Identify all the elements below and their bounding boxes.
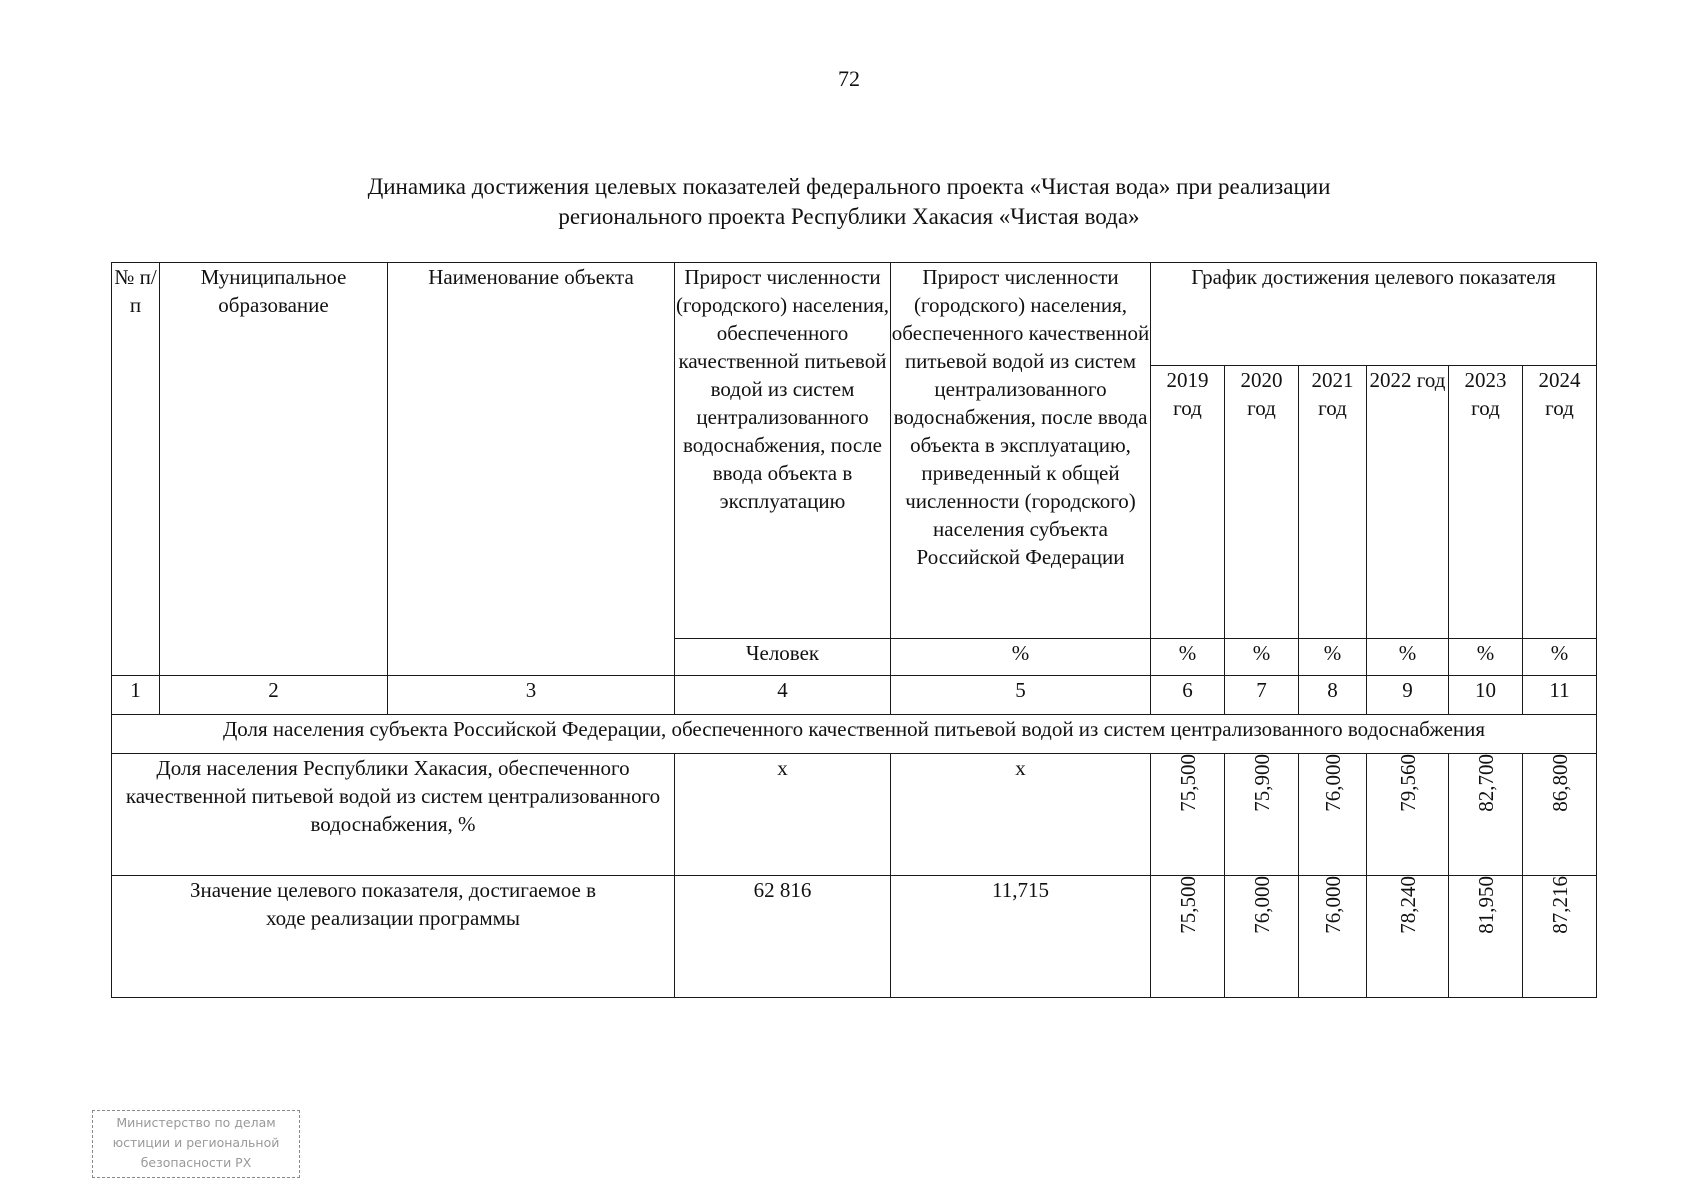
- value-text: 75,900: [1249, 754, 1274, 812]
- row-percent: х: [891, 754, 1151, 876]
- header-year-2020: 2020 год: [1225, 366, 1299, 639]
- title-line-1: Динамика достижения целевых показателей федерального проекта «Чистая вода» при реализации: [367, 174, 1331, 199]
- section-row: [112, 715, 1597, 754]
- row-value-2021: [1299, 876, 1367, 998]
- column-number: 6: [1151, 676, 1225, 715]
- column-number: 8: [1299, 676, 1367, 715]
- stamp-line: безопасности РХ: [140, 1155, 252, 1170]
- value-text: 81,950: [1473, 876, 1498, 934]
- value-text: 76,000: [1320, 754, 1345, 812]
- column-number: 1: [112, 676, 160, 715]
- unit-year: %: [1523, 639, 1597, 676]
- unit-people: Человек: [675, 639, 891, 676]
- header-growth-people: Прирост численности (городского) населения, обеспеченного качественной питьевой водой из систем централизованного водоснабжения, после ввода объекта в эксплуатацию: [675, 263, 891, 639]
- row-people: 62 816: [675, 876, 891, 998]
- header-row-1: [112, 263, 1597, 366]
- value-text: 76,000: [1249, 876, 1274, 934]
- row-value-2020: [1225, 876, 1299, 998]
- value-text: 75,500: [1175, 876, 1200, 934]
- unit-year: %: [1151, 639, 1225, 676]
- unit-percent: %: [891, 639, 1151, 676]
- row-value-2023: [1449, 876, 1523, 998]
- unit-year: %: [1225, 639, 1299, 676]
- page-number: 72: [838, 66, 860, 91]
- header-year-2022: 2022 год: [1367, 366, 1449, 639]
- value-text: 76,000: [1320, 876, 1345, 934]
- row-value-2021: [1299, 754, 1367, 876]
- table-row: [112, 876, 1597, 998]
- title-line-2: регионального проекта Республики Хакасия «Чистая вода»: [558, 204, 1140, 229]
- row-value-2019: [1151, 876, 1225, 998]
- header-object-name: Наименование объекта: [388, 263, 675, 676]
- row-percent: 11,715: [891, 876, 1151, 998]
- indicators-table: [111, 262, 1597, 998]
- row-label: Значение целевого показателя, достигаемое в ходе реализации программы: [112, 876, 675, 998]
- row-label: Доля населения Республики Хакасия, обеспеченного качественной питьевой водой из систем централизованного водоснабжения, %: [112, 754, 675, 876]
- value-text: 82,700: [1473, 754, 1498, 812]
- header-municipality: Муниципальное образование: [160, 263, 388, 676]
- column-number: 4: [675, 676, 891, 715]
- header-growth-percent: Прирост численности (городского) населения, обеспеченного качественной питьевой водой из систем централизованного водоснабжения, после ввода объекта в эксплуатацию, приведенный к общей численности (городского) населения субъекта Российской Федерации: [891, 263, 1151, 639]
- row-value-2022: [1367, 876, 1449, 998]
- header-year-2021: 2021 год: [1299, 366, 1367, 639]
- header-year-2023: 2023 год: [1449, 366, 1523, 639]
- header-schedule: График достижения целевого показателя: [1151, 263, 1597, 366]
- table-row: [112, 754, 1597, 876]
- unit-year: %: [1367, 639, 1449, 676]
- column-number: 10: [1449, 676, 1523, 715]
- column-number: 11: [1523, 676, 1597, 715]
- row-value-2020: [1225, 754, 1299, 876]
- unit-year: %: [1449, 639, 1523, 676]
- section-title: Доля населения субъекта Российской Федерации, обеспеченного качественной питьевой водой из систем централизованного водоснабжения: [112, 715, 1597, 754]
- column-number: 9: [1367, 676, 1449, 715]
- registration-stamp: [92, 1110, 300, 1178]
- column-number: 3: [388, 676, 675, 715]
- value-text: 87,216: [1547, 876, 1572, 934]
- stamp-line: Министерство по делам: [116, 1115, 276, 1130]
- value-text: 86,800: [1547, 754, 1572, 812]
- column-number: 7: [1225, 676, 1299, 715]
- header-num: № п/п: [112, 263, 160, 676]
- column-number: 5: [891, 676, 1151, 715]
- value-text: 75,500: [1175, 754, 1200, 812]
- stamp-line: юстиции и региональной: [112, 1135, 280, 1150]
- value-text: 79,560: [1395, 754, 1420, 812]
- header-year-2019: 2019 год: [1151, 366, 1225, 639]
- value-text: 78,240: [1395, 876, 1420, 934]
- document-title: [0, 172, 1698, 232]
- row-people: х: [675, 754, 891, 876]
- row-value-2024: [1523, 754, 1597, 876]
- unit-year: %: [1299, 639, 1367, 676]
- row-value-2024: [1523, 876, 1597, 998]
- column-numbers-row: [112, 676, 1597, 715]
- column-number: 2: [160, 676, 388, 715]
- row-value-2019: [1151, 754, 1225, 876]
- header-year-2024: 2024 год: [1523, 366, 1597, 639]
- row-value-2023: [1449, 754, 1523, 876]
- row-value-2022: [1367, 754, 1449, 876]
